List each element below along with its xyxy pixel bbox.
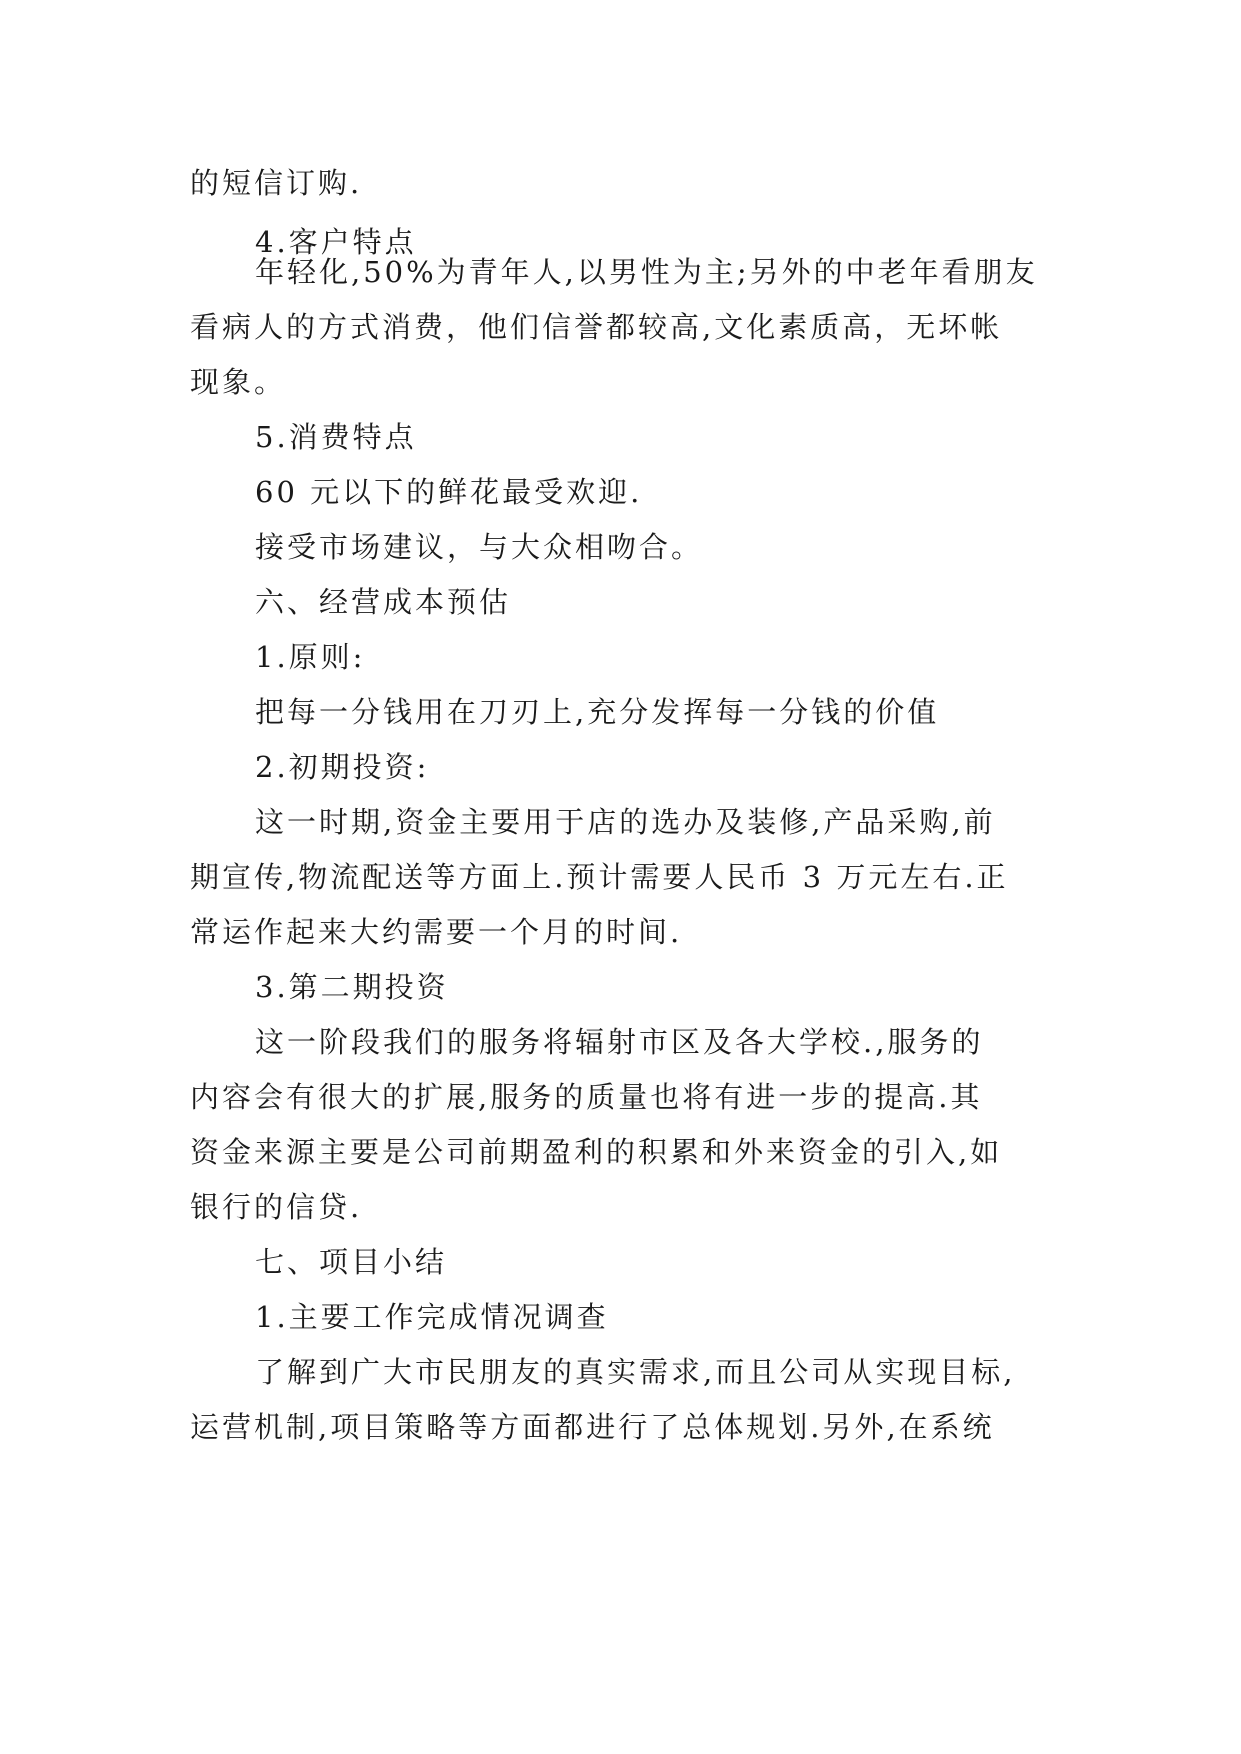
section-heading: 1.原则: [255,640,366,674]
section-heading: 3.第二期投资 [255,970,449,1004]
section-heading: 六、经营成本预估 [255,585,512,619]
text-line: 这一阶段我们的服务将辐射市区及各大学校.,服务的 [255,1025,984,1059]
text-line: 60 元以下的鲜花最受欢迎. [255,475,643,509]
section-heading: 2.初期投资: [255,750,430,784]
section-heading: 七、项目小结 [255,1245,448,1279]
text-line: 资金来源主要是公司前期盈利的积累和外来资金的引入,如 [190,1135,1003,1169]
text-line: 内容会有很大的扩展,服务的质量也将有进一步的提高.其 [190,1080,983,1114]
text-line: 把每一分钱用在刀刃上,充分发挥每一分钱的价值 [255,695,940,729]
text-line: 银行的信贷. [190,1190,363,1224]
text-line: 看病人的方式消费，他们信誉都较高,文化素质高，无坏帐 [190,310,1003,344]
text-line: 了解到广大市民朋友的真实需求,而且公司从实现目标, [255,1355,1016,1389]
section-heading: 4.客户特点 [255,225,417,259]
text-line: 的短信订购. [190,166,363,200]
text-line: 运营机制,项目策略等方面都进行了总体规划.另外,在系统 [190,1410,995,1444]
text-line: 现象。 [190,365,287,399]
text-line: 接受市场建议，与大众相吻合。 [255,530,704,564]
text-line: 常运作起来大约需要一个月的时间. [190,915,683,949]
section-heading: 5.消费特点 [255,420,417,454]
section-heading: 1.主要工作完成情况调查 [255,1300,609,1334]
text-line: 期宣传,物流配送等方面上.预计需要人民币 3 万元左右.正 [190,860,1009,894]
text-line: 年轻化,50%为青年人,以男性为主;另外的中老年看朋友 [255,255,1038,289]
text-line: 这一时期,资金主要用于店的选办及装修,产品采购,前 [255,805,996,839]
